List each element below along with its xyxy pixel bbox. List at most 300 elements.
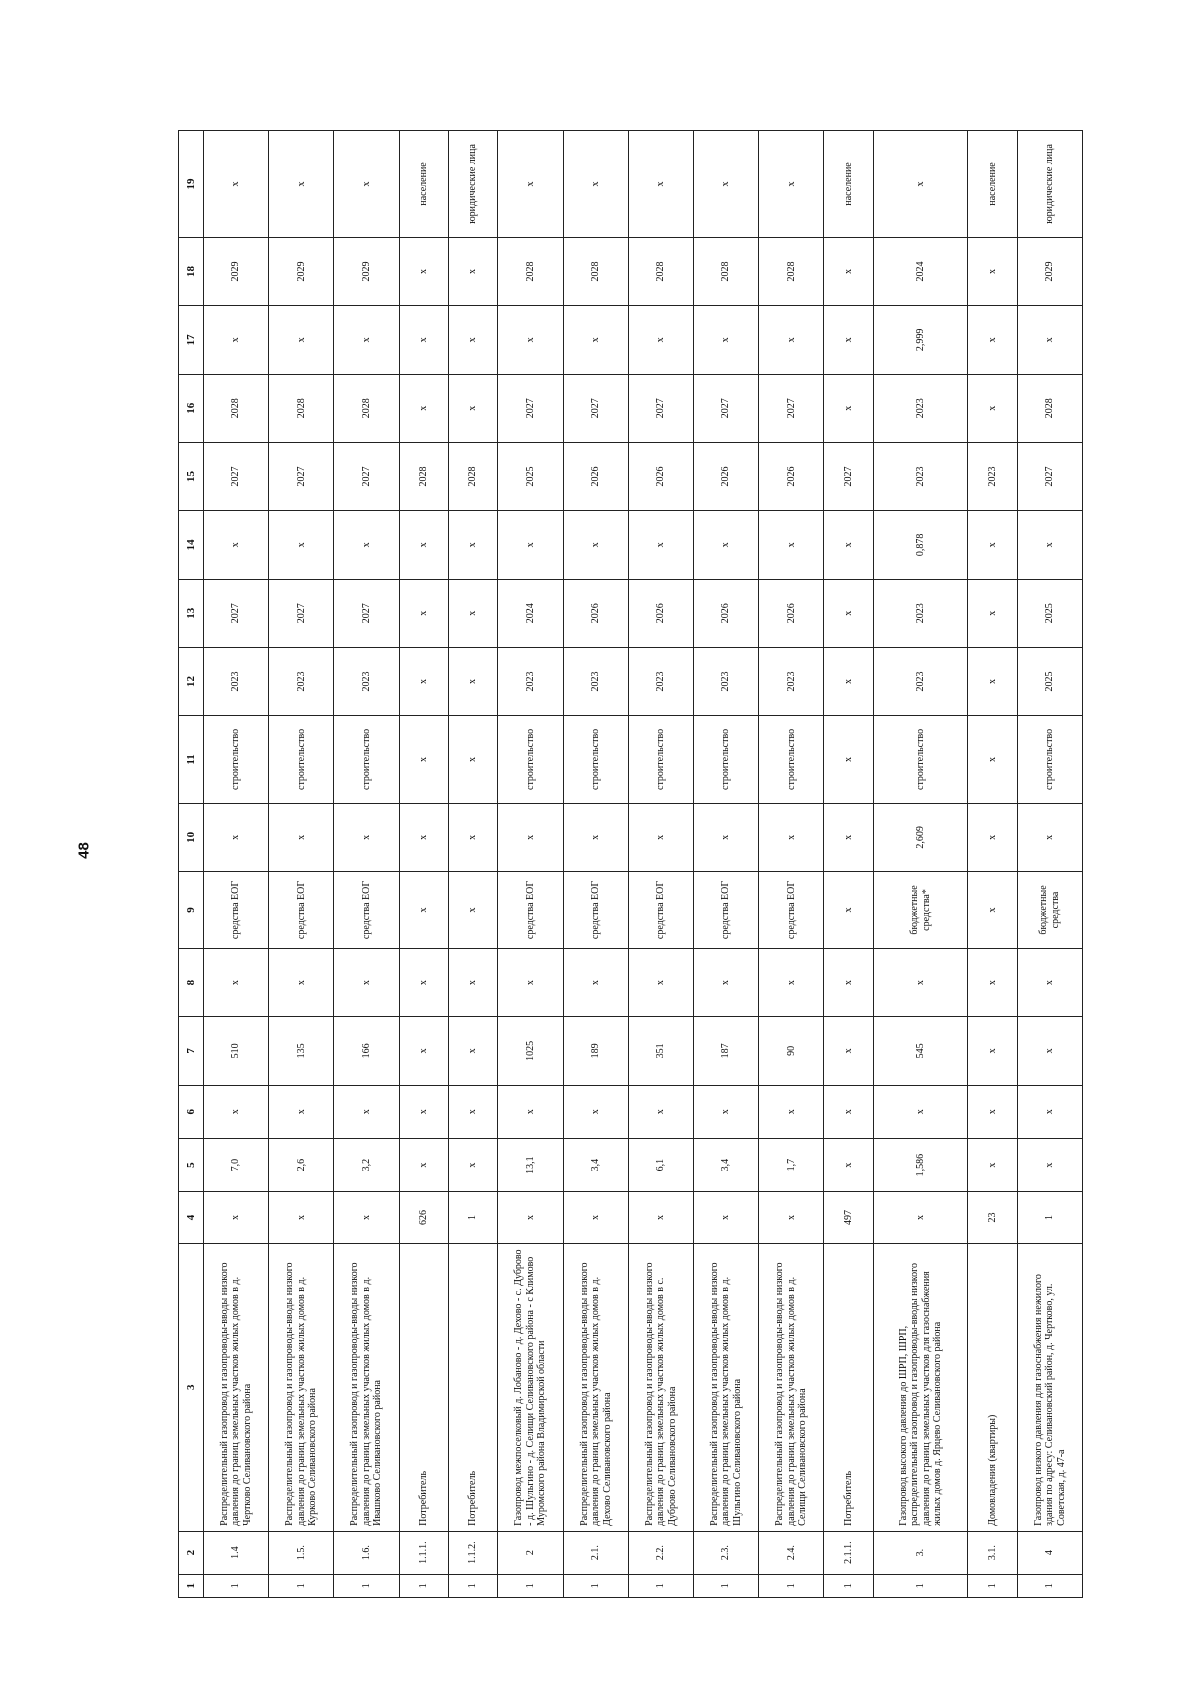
table-cell: x: [694, 948, 759, 1016]
table-cell: x: [204, 1192, 269, 1243]
table-cell: x: [824, 306, 873, 374]
table-cell: x: [269, 1192, 334, 1243]
table-cell: Распределительный газопровод и газопроводы-вводы низкого давления до границ земельных участков жилых домов в д. Чертково Селивановского района: [204, 1243, 269, 1531]
table-cell: 2027: [1017, 442, 1082, 510]
table-cell: x: [204, 306, 269, 374]
table-cell: x: [628, 948, 693, 1016]
table-row: [498, 131, 563, 1598]
table-cell: 2,609: [873, 803, 967, 871]
table-cell: 1: [1017, 1574, 1082, 1597]
table-cell: x: [269, 131, 334, 238]
table-cell: 2023: [204, 647, 269, 715]
table-cell: 7,0: [204, 1138, 269, 1191]
table-cell: 2027: [563, 374, 628, 442]
table-cell: x: [498, 131, 563, 238]
table-cell: x: [399, 1085, 448, 1138]
table-cell: 2027: [628, 374, 693, 442]
table-cell: 1,7: [759, 1138, 824, 1191]
table-cell: x: [968, 803, 1017, 871]
table-cell: 2028: [449, 442, 498, 510]
table-cell: население: [968, 131, 1017, 238]
table-cell: x: [498, 1192, 563, 1243]
table-cell: x: [563, 511, 628, 579]
table-cell: строительство: [498, 716, 563, 804]
table-cell: x: [399, 579, 448, 647]
table-cell: 1: [628, 1574, 693, 1597]
table-cell: x: [269, 306, 334, 374]
table-cell: x: [563, 803, 628, 871]
column-header: 8: [179, 948, 204, 1016]
table-cell: Газопровод межпоселковый д. Лобаново - д. Дехово - с. Дуброво - д. Шульгино - д. Селищи Селивановского района - с Климово Муромского района Владимирской области: [498, 1243, 563, 1531]
table-cell: население: [824, 131, 873, 238]
table-cell: 2029: [269, 237, 334, 305]
table-cell: 2.3.: [694, 1531, 759, 1574]
table-cell: x: [399, 716, 448, 804]
table-cell: 2028: [628, 237, 693, 305]
table-row: [269, 131, 334, 1598]
table-cell: x: [498, 306, 563, 374]
column-header: 16: [179, 374, 204, 442]
table-cell: 2.1.: [563, 1531, 628, 1574]
table-cell: Распределительный газопровод и газопроводы-вводы низкого давления до границ земельных участков жилых домов в д. Курково Селивановского района: [269, 1243, 334, 1531]
table-cell: 351: [628, 1017, 693, 1085]
table-cell: 1.4: [204, 1531, 269, 1574]
table-cell: строительство: [759, 716, 824, 804]
table-cell: x: [204, 1085, 269, 1138]
table-cell: x: [204, 948, 269, 1016]
table-cell: 497: [824, 1192, 873, 1243]
column-header: 7: [179, 1017, 204, 1085]
table-cell: x: [563, 1192, 628, 1243]
table-cell: 545: [873, 1017, 967, 1085]
table-cell: x: [824, 948, 873, 1016]
column-header: 17: [179, 306, 204, 374]
table-cell: x: [694, 306, 759, 374]
table-cell: 1: [334, 1574, 399, 1597]
table-row: [873, 131, 967, 1598]
table-cell: x: [399, 374, 448, 442]
table-cell: строительство: [694, 716, 759, 804]
table-cell: x: [759, 803, 824, 871]
table-cell: средства ЕОГ: [628, 872, 693, 949]
table-row: [399, 131, 448, 1598]
table-cell: юридические лица: [1017, 131, 1082, 238]
table-cell: 2,999: [873, 306, 967, 374]
table-cell: x: [1017, 803, 1082, 871]
table-cell: x: [498, 803, 563, 871]
table-cell: 1: [399, 1574, 448, 1597]
table-cell: x: [563, 131, 628, 238]
table-cell: 2027: [824, 442, 873, 510]
table-cell: 2026: [694, 579, 759, 647]
rotated-table-wrapper: [178, 130, 1083, 1598]
table-cell: x: [1017, 1085, 1082, 1138]
table-cell: 189: [563, 1017, 628, 1085]
table-cell: 2029: [1017, 237, 1082, 305]
table-cell: строительство: [563, 716, 628, 804]
table-cell: x: [968, 374, 1017, 442]
column-header: 13: [179, 579, 204, 647]
table-cell: x: [873, 948, 967, 1016]
table-cell: 2028: [1017, 374, 1082, 442]
table-cell: x: [498, 511, 563, 579]
table-cell: x: [399, 872, 448, 949]
gas-pipeline-table: [178, 130, 1083, 1598]
table-cell: x: [1017, 948, 1082, 1016]
table-cell: x: [563, 948, 628, 1016]
column-header: 15: [179, 442, 204, 510]
column-header: 3: [179, 1243, 204, 1531]
table-row: [563, 131, 628, 1598]
column-header: 1: [179, 1574, 204, 1597]
table-cell: x: [269, 1085, 334, 1138]
table-cell: x: [824, 872, 873, 949]
table-cell: 2028: [269, 374, 334, 442]
table-cell: x: [269, 511, 334, 579]
table-cell: 3,4: [563, 1138, 628, 1191]
table-cell: 1025: [498, 1017, 563, 1085]
table-cell: 2026: [759, 442, 824, 510]
table-cell: x: [334, 131, 399, 238]
table-cell: 2028: [694, 237, 759, 305]
table-cell: 1,586: [873, 1138, 967, 1191]
table-row: [759, 131, 824, 1598]
table-cell: 2026: [563, 579, 628, 647]
table-cell: x: [204, 131, 269, 238]
table-row: [694, 131, 759, 1598]
table-cell: Распределительный газопровод и газопроводы-вводы низкого давления до границ земельных участков жилых домов в д. Шульгино Селивановского района: [694, 1243, 759, 1531]
table-cell: 626: [399, 1192, 448, 1243]
table-cell: 2024: [873, 237, 967, 305]
table-cell: x: [968, 1017, 1017, 1085]
table-cell: x: [449, 1085, 498, 1138]
table-cell: x: [449, 579, 498, 647]
table-cell: x: [269, 948, 334, 1016]
table-cell: Распределительный газопровод и газопроводы-вводы низкого давления до границ земельных участков жилых домов в д. Селищи Селивановского района: [759, 1243, 824, 1531]
table-cell: x: [1017, 511, 1082, 579]
table-cell: 2023: [498, 647, 563, 715]
table-cell: x: [399, 647, 448, 715]
table-cell: 2,6: [269, 1138, 334, 1191]
table-cell: Домовладения (квартиры): [968, 1243, 1017, 1531]
table-cell: 2023: [334, 647, 399, 715]
table-cell: 1: [204, 1574, 269, 1597]
table-cell: строительство: [204, 716, 269, 804]
table-cell: 2025: [498, 442, 563, 510]
table-cell: x: [204, 511, 269, 579]
column-header: 12: [179, 647, 204, 715]
table-cell: 2023: [694, 647, 759, 715]
table-cell: x: [563, 306, 628, 374]
table-cell: x: [759, 306, 824, 374]
table-cell: x: [628, 803, 693, 871]
table-cell: население: [399, 131, 448, 238]
table-cell: 166: [334, 1017, 399, 1085]
table-cell: 2.1.1.: [824, 1531, 873, 1574]
table-cell: 2023: [759, 647, 824, 715]
table-cell: 135: [269, 1017, 334, 1085]
table-cell: 2025: [1017, 579, 1082, 647]
table-cell: Газопровод низкого давления для газоснабжения нежилого здания по адресу: Селивановский район, д. Чертково, ул. Советская, д. 47-а: [1017, 1243, 1082, 1531]
table-cell: x: [449, 237, 498, 305]
table-cell: бюджетные средства*: [873, 872, 967, 949]
table-cell: x: [334, 803, 399, 871]
table-cell: 2029: [204, 237, 269, 305]
table-cell: 2027: [204, 579, 269, 647]
table-cell: 1: [968, 1574, 1017, 1597]
table-cell: 2027: [498, 374, 563, 442]
column-header: 5: [179, 1138, 204, 1191]
table-cell: Газопровод высокого давления до ШРП, ШРП, распределительный газопровод и газопроводы-вводы низкого давления до границ земельных участков для газоснабжения жилых домов д. Ярцево Селивановского района: [873, 1243, 967, 1531]
table-cell: x: [563, 1085, 628, 1138]
table-cell: x: [824, 1017, 873, 1085]
table-row: [1017, 131, 1082, 1598]
table-cell: x: [399, 948, 448, 1016]
table-cell: средства ЕОГ: [563, 872, 628, 949]
table-cell: x: [824, 579, 873, 647]
table-cell: x: [968, 511, 1017, 579]
table-cell: бюджетные средства: [1017, 872, 1082, 949]
table-cell: 2027: [694, 374, 759, 442]
table-cell: x: [759, 948, 824, 1016]
table-cell: x: [968, 237, 1017, 305]
table-cell: x: [449, 647, 498, 715]
table-cell: Потребитель: [449, 1243, 498, 1531]
table-cell: 1: [563, 1574, 628, 1597]
table-cell: 2023: [968, 442, 1017, 510]
column-header: 10: [179, 803, 204, 871]
table-cell: x: [873, 131, 967, 238]
table-row: [204, 131, 269, 1598]
table-cell: x: [694, 1192, 759, 1243]
column-header: 2: [179, 1531, 204, 1574]
table-cell: 2023: [873, 442, 967, 510]
table-cell: x: [968, 1085, 1017, 1138]
table-cell: x: [824, 374, 873, 442]
table-cell: x: [399, 306, 448, 374]
table-cell: средства ЕОГ: [204, 872, 269, 949]
table-cell: 2028: [563, 237, 628, 305]
table-cell: 2026: [628, 579, 693, 647]
table-cell: x: [449, 1017, 498, 1085]
table-row: [824, 131, 873, 1598]
table-cell: 2.4.: [759, 1531, 824, 1574]
table-cell: средства ЕОГ: [498, 872, 563, 949]
table-cell: 2026: [759, 579, 824, 647]
table-cell: x: [334, 306, 399, 374]
table-cell: x: [334, 1085, 399, 1138]
table-cell: 2: [498, 1531, 563, 1574]
table-cell: Распределительный газопровод и газопроводы-вводы низкого давления до границ земельных участков жилых домов в д. Ивашково Селивановского района: [334, 1243, 399, 1531]
table-cell: Потребитель: [399, 1243, 448, 1531]
table-cell: x: [628, 306, 693, 374]
table-cell: строительство: [873, 716, 967, 804]
table-cell: 1: [759, 1574, 824, 1597]
table-cell: x: [968, 948, 1017, 1016]
table-cell: 2028: [498, 237, 563, 305]
table-cell: x: [449, 872, 498, 949]
table-cell: 2023: [628, 647, 693, 715]
table-cell: x: [759, 1192, 824, 1243]
table-cell: 510: [204, 1017, 269, 1085]
table-cell: строительство: [269, 716, 334, 804]
table-cell: x: [873, 1085, 967, 1138]
table-cell: 2028: [399, 442, 448, 510]
table-cell: x: [399, 1138, 448, 1191]
column-header: 18: [179, 237, 204, 305]
table-cell: юридические лица: [449, 131, 498, 238]
table-cell: 6,1: [628, 1138, 693, 1191]
table-cell: 2.2.: [628, 1531, 693, 1574]
table-cell: x: [759, 1085, 824, 1138]
table-cell: 90: [759, 1017, 824, 1085]
table-cell: x: [399, 511, 448, 579]
table-cell: x: [399, 1017, 448, 1085]
table-cell: x: [968, 579, 1017, 647]
table-cell: 2026: [563, 442, 628, 510]
table-cell: 2027: [269, 579, 334, 647]
table-cell: x: [759, 511, 824, 579]
table-cell: 2025: [1017, 647, 1082, 715]
table-cell: 1: [269, 1574, 334, 1597]
table-cell: Распределительный газопровод и газопроводы-вводы низкого давления до границ земельных участков жилых домов в д. Дехово Селивановского района: [563, 1243, 628, 1531]
table-cell: x: [968, 306, 1017, 374]
header-row: [179, 131, 204, 1598]
table-cell: 2023: [873, 647, 967, 715]
table-cell: x: [498, 948, 563, 1016]
table-row: [449, 131, 498, 1598]
table-cell: 1.6.: [334, 1531, 399, 1574]
table-cell: x: [824, 1138, 873, 1191]
table-cell: x: [334, 948, 399, 1016]
table-cell: средства ЕОГ: [269, 872, 334, 949]
table-cell: 1: [449, 1574, 498, 1597]
table-cell: 2023: [269, 647, 334, 715]
table-cell: 1: [873, 1574, 967, 1597]
table-cell: x: [269, 803, 334, 871]
table-cell: 3.: [873, 1531, 967, 1574]
table-cell: x: [824, 511, 873, 579]
column-header: 11: [179, 716, 204, 804]
table-cell: x: [824, 803, 873, 871]
table-cell: 2027: [759, 374, 824, 442]
table-cell: средства ЕОГ: [694, 872, 759, 949]
table-cell: x: [1017, 1138, 1082, 1191]
table-cell: 2029: [334, 237, 399, 305]
table-cell: 2028: [204, 374, 269, 442]
column-header: 4: [179, 1192, 204, 1243]
table-cell: x: [694, 511, 759, 579]
table-cell: x: [449, 511, 498, 579]
table-cell: x: [824, 237, 873, 305]
table-cell: x: [873, 1192, 967, 1243]
table-cell: 2026: [628, 442, 693, 510]
table-cell: x: [449, 374, 498, 442]
table-cell: 2027: [334, 442, 399, 510]
table-cell: 2024: [498, 579, 563, 647]
table-body: [204, 131, 1083, 1598]
page-number: 48: [75, 842, 93, 859]
table-cell: x: [759, 131, 824, 238]
table-cell: x: [628, 1085, 693, 1138]
table-cell: 1.1.1.: [399, 1531, 448, 1574]
column-header: 6: [179, 1085, 204, 1138]
table-cell: 2027: [269, 442, 334, 510]
table-cell: x: [449, 306, 498, 374]
table-cell: x: [968, 1138, 1017, 1191]
table-cell: 2027: [334, 579, 399, 647]
table-cell: x: [449, 803, 498, 871]
table-cell: x: [1017, 1017, 1082, 1085]
table-cell: строительство: [334, 716, 399, 804]
column-header: 19: [179, 131, 204, 238]
table-cell: строительство: [1017, 716, 1082, 804]
table-cell: x: [694, 1085, 759, 1138]
table-cell: 2023: [873, 579, 967, 647]
table-cell: 0,878: [873, 511, 967, 579]
table-cell: средства ЕОГ: [334, 872, 399, 949]
table-cell: 4: [1017, 1531, 1082, 1574]
table-cell: x: [334, 511, 399, 579]
table-cell: x: [694, 803, 759, 871]
table-cell: 2028: [759, 237, 824, 305]
table-cell: x: [628, 131, 693, 238]
table-cell: 1: [498, 1574, 563, 1597]
table-cell: 3,2: [334, 1138, 399, 1191]
table-cell: x: [449, 716, 498, 804]
table-cell: x: [334, 1192, 399, 1243]
table-cell: 2028: [334, 374, 399, 442]
table-cell: x: [399, 237, 448, 305]
table-cell: x: [694, 131, 759, 238]
table-cell: 1: [1017, 1192, 1082, 1243]
table-cell: Распределительный газопровод и газопроводы-вводы низкого давления до границ земельных участков жилых домов в с. Дуброво Селивановского района: [628, 1243, 693, 1531]
table-cell: 1: [694, 1574, 759, 1597]
table-cell: x: [628, 511, 693, 579]
table-cell: 1.1.2.: [449, 1531, 498, 1574]
table-cell: x: [449, 948, 498, 1016]
table-row: [334, 131, 399, 1598]
table-cell: x: [498, 1085, 563, 1138]
table-cell: Потребитель: [824, 1243, 873, 1531]
column-header: 14: [179, 511, 204, 579]
table-cell: 13,1: [498, 1138, 563, 1191]
table-cell: 1: [449, 1192, 498, 1243]
table-cell: средства ЕОГ: [759, 872, 824, 949]
table-row: [968, 131, 1017, 1598]
table-cell: 2023: [563, 647, 628, 715]
table-cell: 23: [968, 1192, 1017, 1243]
table-cell: x: [968, 716, 1017, 804]
table-cell: x: [824, 1085, 873, 1138]
table-cell: 1.5.: [269, 1531, 334, 1574]
table-cell: x: [968, 872, 1017, 949]
table-cell: x: [824, 716, 873, 804]
table-cell: 3,4: [694, 1138, 759, 1191]
table-cell: x: [824, 647, 873, 715]
table-cell: x: [204, 803, 269, 871]
table-cell: x: [1017, 306, 1082, 374]
table-cell: 2023: [873, 374, 967, 442]
column-header: 9: [179, 872, 204, 949]
table-cell: 2027: [204, 442, 269, 510]
table-cell: строительство: [628, 716, 693, 804]
table-cell: 3.1.: [968, 1531, 1017, 1574]
table-cell: x: [449, 1138, 498, 1191]
table-cell: 2026: [694, 442, 759, 510]
table-cell: 1: [824, 1574, 873, 1597]
table-cell: 187: [694, 1017, 759, 1085]
